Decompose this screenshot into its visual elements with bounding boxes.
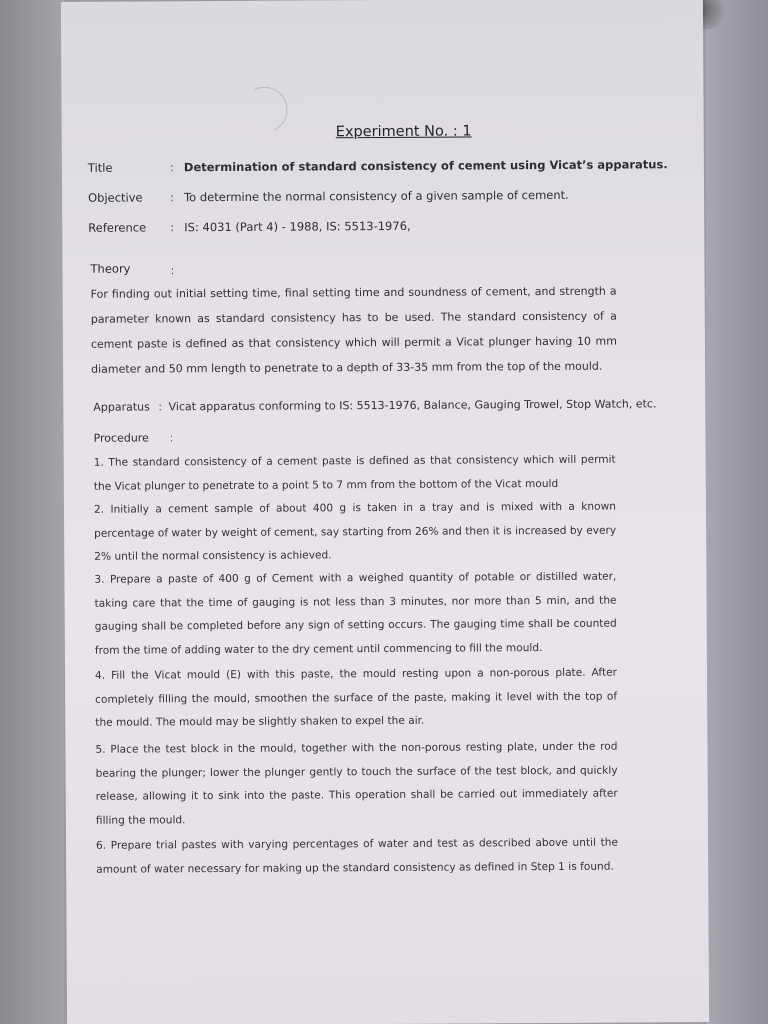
apparatus-colon: :	[158, 400, 163, 414]
meta-label: Title	[87, 160, 113, 175]
meta-value: Determination of standard consistency of cement using Vicat’s apparatus.	[183, 157, 668, 175]
meta-row-reference	[88, 216, 688, 236]
procedure-step-5: 5. Place the test block in the mould, together with the non-porous resting plate, under the rod bearing the plunger; lower the plunger gently to touch the surface of the test block, and quickly release, allowing it to sink into the paste. This operation shall be carried out immediately after filling the mould.	[95, 740, 618, 827]
meta-colon: :	[169, 160, 174, 175]
meta-colon: :	[170, 220, 175, 235]
meta-label: Reference	[88, 220, 147, 235]
meta-value: To determine the normal consistency of a given sample of cement.	[184, 187, 569, 205]
meta-value: IS: 4031 (Part 4) - 1988, IS: 5513-1976,	[184, 218, 411, 235]
procedure-step-4: 4. Fill the Vicat mould (E) with this paste, the mould resting upon a non-porous plate. After completely filling the mould, smoothen the surface of the paste, making it level with the top of the mould. The mould may be slightly shaken to expel the air.	[94, 666, 618, 729]
procedure-step-1: 1. The standard consistency of a cement paste is defined as that consistency which will permit the Vicat plunger to penetrate to a point 5 to 7 mm from the bottom of the Vicat mould	[93, 453, 616, 493]
background-left	[0, 0, 64, 1024]
meta-label: Objective	[88, 190, 143, 205]
meta-row-title	[88, 156, 688, 176]
document-page	[61, 0, 709, 1024]
procedure-colon: :	[169, 431, 174, 445]
theory-label: Theory	[90, 261, 131, 276]
theory-colon: :	[170, 263, 175, 278]
apparatus-text: Vicat apparatus conforming to IS: 5513-1976, Balance, Gauging Trowel, Stop Watch, etc.	[168, 397, 657, 414]
apparatus-label: Apparatus	[93, 400, 150, 414]
experiment-title: Experiment No. : 1	[335, 123, 472, 141]
procedure-step-2: 2. Initially a cement sample of about 400 g is taken in a tray and is mixed with a known percentage of water by weight of cement, say starting from 26% and then it is increased by every 2% until the normal consistency is achieved.	[93, 500, 617, 563]
theory-text: For finding out initial setting time, final setting time and soundness of cement, and strength a parameter known as standard consistency has to be used. The standard consistency of a cement paste is defined as that consistency which will permit a Vicat plunger having 10 mm diameter and 50 mm length to penetrate to a depth of 33-35 mm from the top of the mould.	[90, 284, 617, 376]
meta-colon: :	[170, 190, 174, 205]
meta-row-objective	[88, 186, 688, 206]
apparatus-line	[93, 396, 657, 415]
procedure-step-6: 6. Prepare trial pastes with varying percentages of water and test as described above until the amount of water necessary for making up the standard consistency as defined in Step 1 is found.	[95, 836, 619, 876]
procedure-step-3: 3. Prepare a paste of 400 g of Cement with a weighed quantity of potable or distilled water, taking care that the time of gauging is not less than 3 minutes, nor more than 5 min, and the gauging shall be completed before any sign of setting occurs. The gauging time shall be counted from the time of adding water to the dry cement until commencing to fill the mould.	[94, 570, 617, 657]
procedure-label: Procedure	[93, 431, 149, 445]
background-right	[706, 0, 768, 1024]
